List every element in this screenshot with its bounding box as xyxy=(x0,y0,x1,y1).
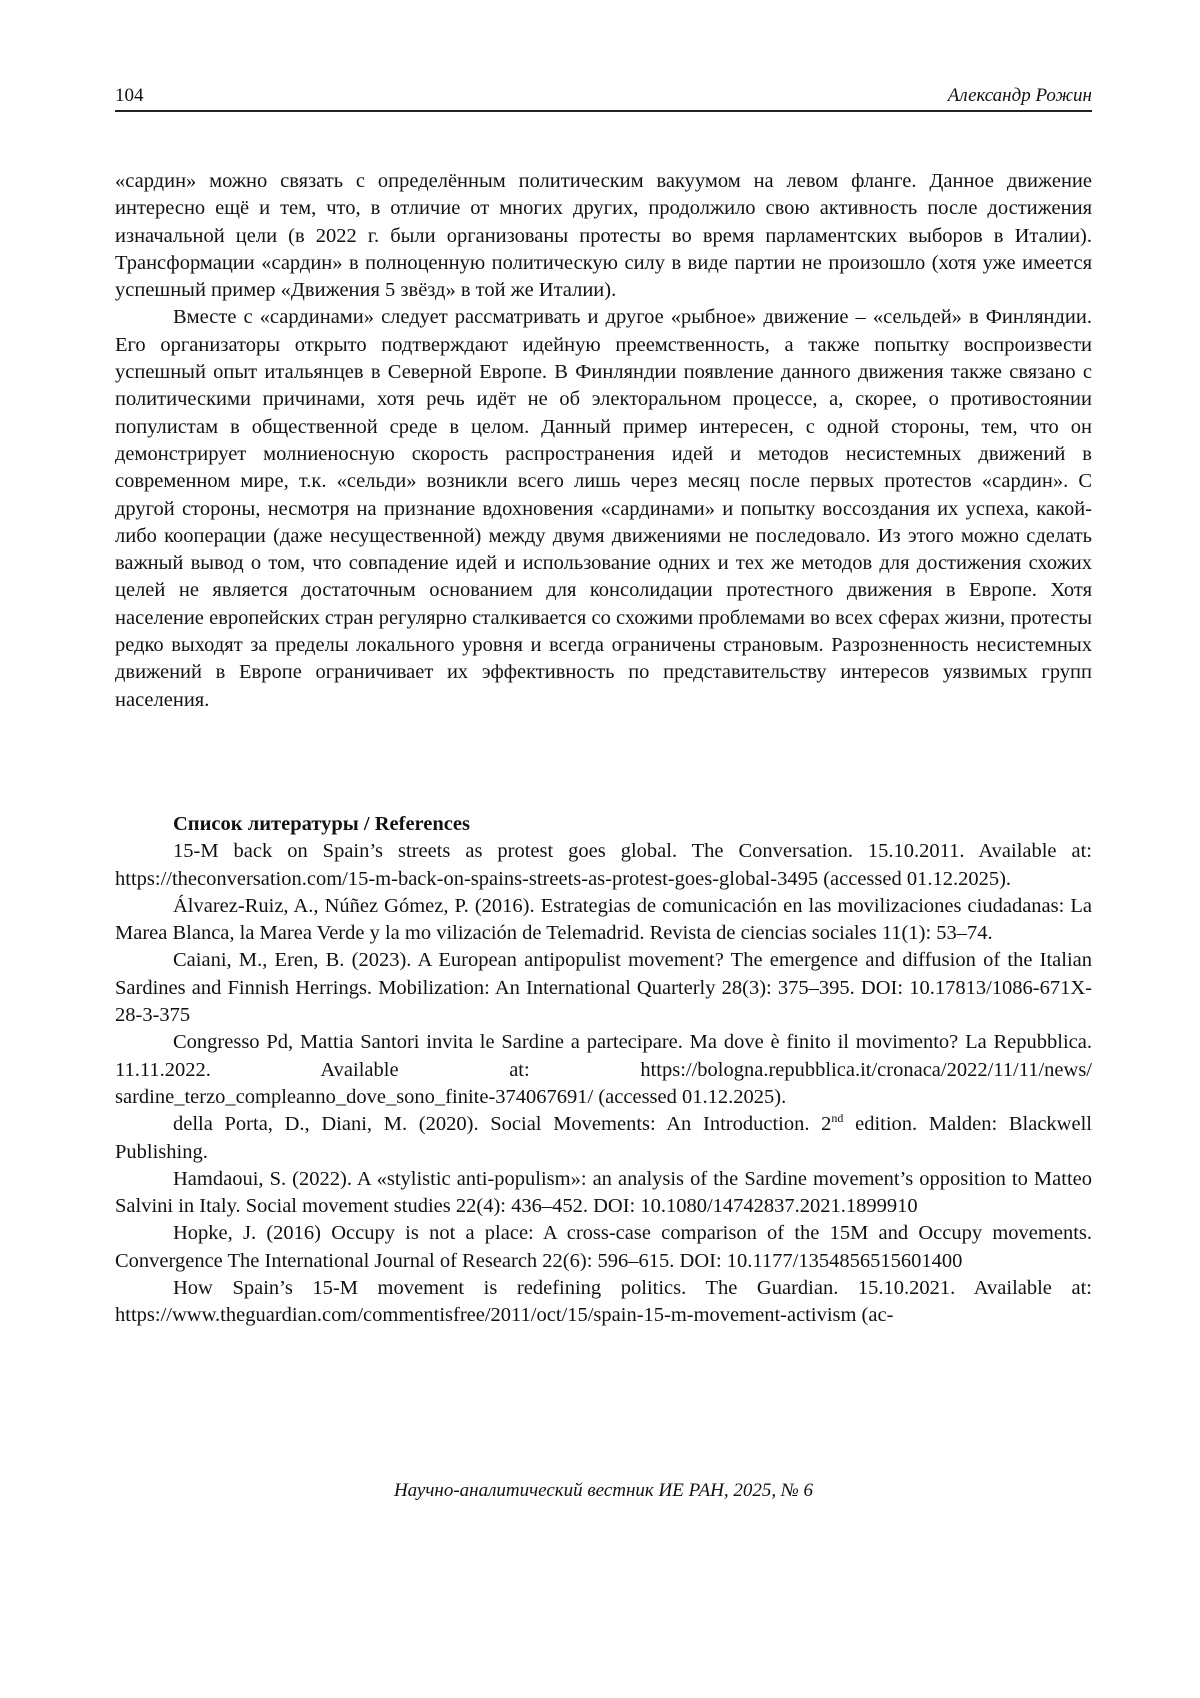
page-number: 104 xyxy=(115,85,144,106)
article-body xyxy=(115,168,1092,714)
reference-item: Hamdaoui, S. (2022). A «stylistic anti-populism»: an analysis of the Sardine movement’s opposition to Matteo Salvini in Italy. Social movement studies 22(4): 436–452. DOI: 10.1080/14742837.2021.1899910 xyxy=(115,1167,1092,1218)
paragraph-sardines-continuation: «сардин» можно связать с определённым политическим вакуумом на левом фланге. Данное движение интересно ещё и тем, что, в отличие от многих других, продолжило свою активность после достижения изначальной цели (в 2022 г. были организованы протесты во время парламентских выборов в Италии). Трансформации «сардин» в полноценную политическую силу в виде партии не произошло (хотя уже имеется успешный пример «Движения 5 звёзд» в той же Италии). xyxy=(115,170,1092,302)
ordinal-superscript: nd xyxy=(831,1111,844,1126)
references-heading: Список литературы / References xyxy=(173,813,470,835)
paragraph-herrings: Вместе с «сардинами» следует рассматривать и другое «рыбное» движение – «сельдей» в Финляндии. Его организаторы открыто подтверждают идейную преемственность, а также попытку воспроизвести успешный опыт итальянцев в Северной Европе. В Финляндии появление данного движения также связано с политическими причинами, хотя речь идёт не об электоральном процессе, а, скорее, о противостоянии популистам в общественной среде в целом. Данный пример интересен, с одной стороны, тем, что он демонстрирует молниеносную скорость распространения идей и методов несистемных движений в современном мире, т.к. «сельди» возникли всего лишь через месяц после первых протестов «сардин». С другой стороны, несмотря на признание вдохновения «сардинами» и попытку воссоздания их успеха, какой-либо кооперации (даже несущественной) между двумя движениями не последовало. Из этого можно сделать важный вывод о том, что совпадение идей и использование одних и тех же методов для достижения схожих целей не является достаточным основанием для консолидации протестного движения в Европе. Хотя население европейских стран регулярно сталкивается со схожими проблемами во всех сферах жизни, протесты редко выходят за пределы локального уровня и всегда ограничены страновым. Разрозненность несистемных движений в Европе ограничивает их эффективность по представительству интересов уязвимых групп населения. xyxy=(115,306,1092,711)
running-header-author: Александр Рожин xyxy=(947,85,1092,106)
reference-item: Álvarez-Ruiz, A., Núñez Gómez, P. (2016). Estrategias de comunicación en las movilizaciones ciudadanas: La Marea Blanca, la Marea Verde y la mo vilización de Telemadrid. Revista de ciencias sociales 11(1): 53–74. xyxy=(115,894,1092,945)
page-header xyxy=(115,84,1092,112)
reference-item xyxy=(115,1111,1092,1166)
reference-item: 15-M back on Spain’s streets as protest goes global. The Conversation. 15.10.2011. Available at: https://theconversation.com/15-m-back-on-spains-streets-as-protest-goes-global-3495 (accessed 01.12.2025). xyxy=(115,840,1092,890)
reference-text: edition. Malden: Blackwell Publishing. xyxy=(115,1113,1092,1163)
reference-item: Hopke, J. (2016) Occupy is not a place: A cross-case comparison of the 15M and Occupy movements. Convergence The International Journal of Research 22(6): 596–615. DOI: 10.1177/1354856515601400 xyxy=(115,1222,1092,1272)
journal-footer: Научно-аналитический вестник ИЕ РАН, 2025, № 6 xyxy=(393,1480,814,1501)
reference-item: How Spain’s 15-M movement is redefining politics. The Guardian. 15.10.2021. Available at: https://www.theguardian.com/commentisfree/2011/oct/15/spain-15-m-movement-activism (ac- xyxy=(115,1277,1092,1327)
reference-item: Caiani, M., Eren, B. (2023). A European antipopulist movement? The emergence and diffusion of the Italian Sardines and Finnish Herrings. Mobilization: An International Quarterly 28(3): 375–395. DOI: 10.17813/1086-671X-28-3-375 xyxy=(115,949,1092,1027)
reference-text: della Porta, D., Diani, M. (2020). Social Movements: An Introduction. 2 xyxy=(173,1113,832,1136)
reference-item: Congresso Pd, Mattia Santori invita le Sardine a partecipare. Ma dove è finito il movimento? La Repubblica. 11.11.2022. Available at: https://bologna.repubblica.it/cronaca/2022/11/11/news/ sardine_terzo_compleanno_dove_sono_finite-374067691/ (accessed 01.12.2025). xyxy=(115,1031,1092,1108)
references-section xyxy=(115,811,1092,1330)
